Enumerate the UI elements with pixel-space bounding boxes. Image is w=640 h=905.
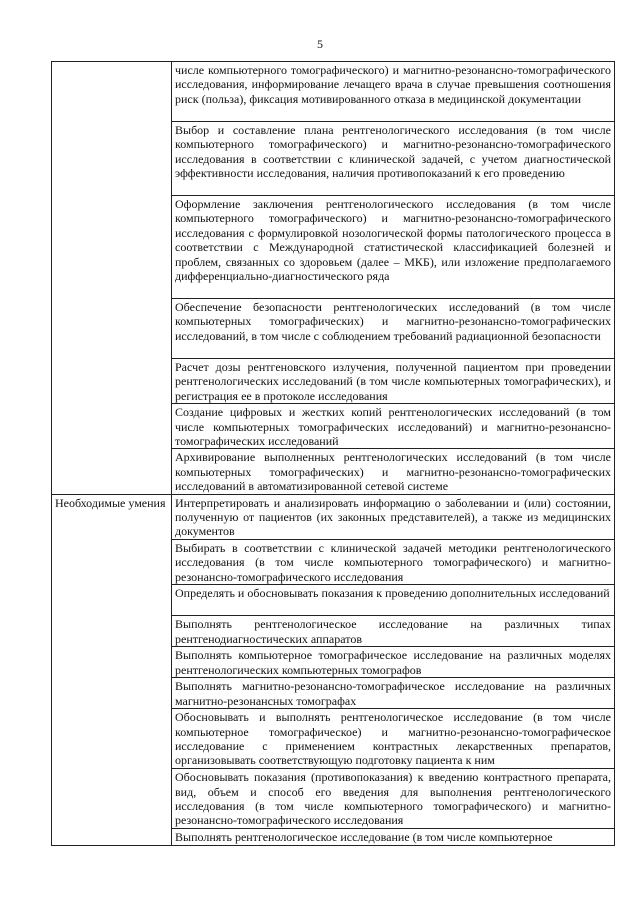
- table-cell: Интерпретировать и анализировать информацию о заболевании и (или) состоянии, полученную от пациентов (их законных представителей), а также из медицинских документов: [172, 494, 615, 539]
- table-row: [52, 494, 615, 539]
- table-cell: Выбор и составление плана рентгенологического исследования (в том числе компьютерного томографического) и магнитно-резонансно-томографического исследования в соответствии с клинической задачей, с учетом диагностической эффективности исследования, наличия противопоказаний к его проведению: [172, 122, 615, 196]
- table-cell: Выполнять магнитно-резонансно-томографическое исследование на различных магнитно-резонансных томографах: [172, 678, 615, 709]
- section-label-cell: Необходимые умения: [52, 494, 172, 845]
- table-cell: Выбирать в соответствии с клинической задачей методики рентгенологического исследования (в том числе компьютерного томографического) и магнитно-резонансно-томографического исследования: [172, 539, 615, 584]
- table-cell: Создание цифровых и жестких копий рентгенологических исследований (в том числе компьютерных томографических исследований) и магнитно-резонансно-томографических исследований: [172, 404, 615, 449]
- table-cell: числе компьютерного томографического) и магнитно-резонансно-томографического исследования, информирование лечащего врача в случае превышения соотношения риск (польза), фиксация мотивированного отказа в медицинской документации: [172, 62, 615, 122]
- table-cell: Обосновывать показания (противопоказания) к введению контрастного препарата, вид, объем и способ его введения для выполнения рентгенологического исследования (в том числе компьютерного томографического) и магнитно-резонансно-томографического исследования: [172, 769, 615, 829]
- table-cell: Определять и обосновывать показания к проведению дополнительных исследований: [172, 585, 615, 616]
- table-cell: Выполнять рентгенологическое исследование на различных типах рентгенодиагностических аппаратов: [172, 616, 615, 647]
- table-cell: Выполнять рентгенологическое исследование (в том числе компьютерное: [172, 829, 615, 845]
- table-cell: Архивирование выполненных рентгенологических исследований (в том числе компьютерных томографических) и магнитно-резонансно-томографических исследований в автоматизированной сетевой системе: [172, 449, 615, 494]
- table-cell: Расчет дозы рентгеновского излучения, полученной пациентом при проведении рентгенологических исследований (в том числе компьютерных томографических), и регистрация ее в протоколе исследования: [172, 359, 615, 404]
- table-cell: Оформление заключения рентгенологического исследования (в том числе компьютерного томографического) и магнитно-резонансно-томографического исследования с формулировкой нозологической формы патологического процесса в соответствии с Международной статистической классификацией болезней и проблем, связанных со здоровьем (далее – МКБ), или изложение предполагаемого дифференциально-диагностического ряда: [172, 196, 615, 299]
- table-cell: Выполнять компьютерное томографическое исследование на различных моделях рентгенологических компьютерных томографов: [172, 647, 615, 678]
- table-cell: Обосновывать и выполнять рентгенологическое исследование (в том числе компьютерное томографическое) и магнитно-резонансно-томографическое исследование с применением контрастных лекарственных препаратов, организовывать соответствующую подготовку пациента к ним: [172, 709, 615, 769]
- table-cell: Обеспечение безопасности рентгенологических исследований (в том числе компьютерных томографических) и магнитно-резонансно-томографических исследований, в том числе с соблюдением требований радиационной безопасности: [172, 299, 615, 359]
- page-number: 5: [317, 37, 323, 51]
- section-label-cell: [52, 62, 172, 495]
- competency-table: [51, 61, 615, 846]
- table-row: [52, 62, 615, 122]
